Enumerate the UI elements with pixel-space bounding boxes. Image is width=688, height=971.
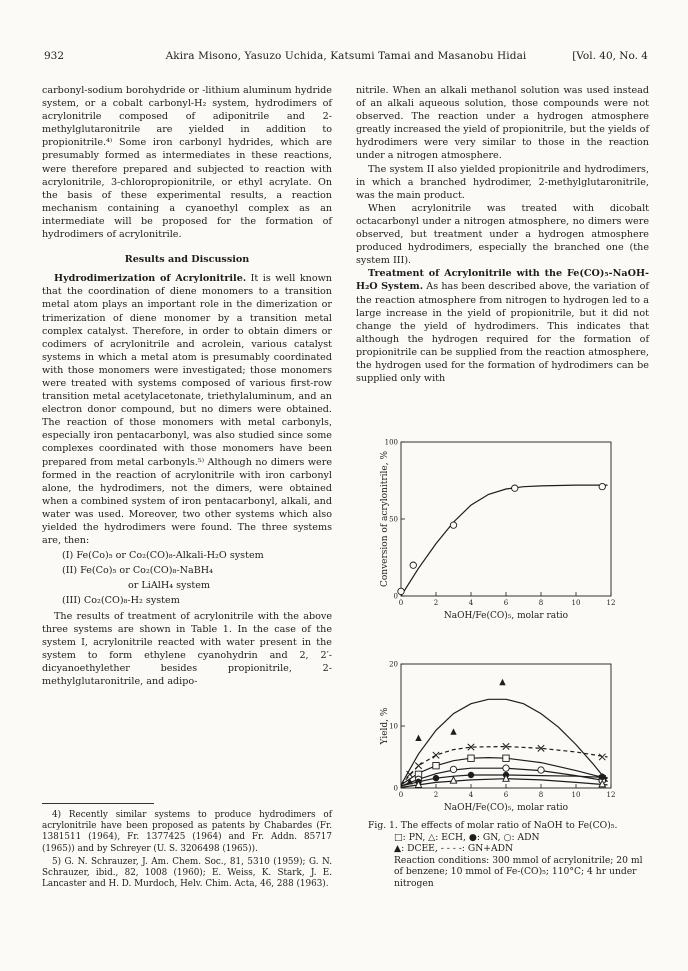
caption-legend: ▲: DCEE, - - - -: GN+ADN xyxy=(394,843,514,855)
data-point-circle-filled xyxy=(468,772,474,778)
data-point-triangle-open xyxy=(450,777,456,783)
x-tick-label: 4 xyxy=(468,599,474,607)
system-item-continuation: or LiAlH₄ system xyxy=(128,580,211,592)
x-tick-label: 12 xyxy=(606,599,616,607)
data-point-circle-open xyxy=(512,485,518,491)
caption-conditions: Reaction conditions: 300 mmol of acrylonitrile; 20 ml of benzene; 10 mmol of Fe-(CO)₅; 110°C; 4 hr under nitrogen xyxy=(394,854,643,889)
series-line xyxy=(401,699,608,785)
figure-caption xyxy=(368,820,650,890)
footnote: 5) G. N. Schrauzer, J. Am. Chem. Soc., 81, 5310 (1959); G. N. Schrauzer, ibid., 82, 1008 (1960); E. Weiss, K. Stark, J. E. Lancaster and H. D. Murdoch, Helv. Chim. Acta, 46, 288 (1963). xyxy=(42,856,332,890)
footnote: 4) Recently similar systems to produce hydrodimers of acrylonitrile have been proposed as patents by Chabardes (Fr. 1381511 (1964), Fr. 1377425 (1964) and Fr. Addn. 85717 (1965)) and by Schreyer (U. S. 3206498 (1965)). xyxy=(42,810,332,854)
section-title: Results and Discussion xyxy=(124,254,250,266)
x-tick-label: 0 xyxy=(398,791,404,799)
x-tick-label: 6 xyxy=(503,791,509,799)
y-tick-label: 0 xyxy=(393,592,398,601)
conversion-chart xyxy=(355,436,655,636)
y-tick-label: 0 xyxy=(393,784,398,793)
system-item: (I) Fe(Co)₅ or Co₂(CO)₈-Alkali-H₂O system xyxy=(62,550,264,562)
volume-label: [Vol. 40, No. 4 xyxy=(572,50,648,62)
footnotes xyxy=(42,810,332,892)
data-point-circle-open xyxy=(450,522,456,528)
running-header xyxy=(44,50,648,66)
yield-chart-svg xyxy=(355,658,655,818)
paragraph: The results of treatment of acrylonitrile with the above three systems are shown in Table 1. In the case of the system I, acrylonitrile reacted with water present in the system to form ethylene cyanohydrin and 2, 2′-dicyanoethylether besides propionitrile, 2-methylglutaronitrile, and adipo- xyxy=(42,610,332,688)
data-point-square xyxy=(433,762,439,768)
x-tick-label: 8 xyxy=(538,791,544,799)
paragraph-body: As has been described above, the variation of the reaction atmosphere from nitrogen to hydrogen led to a large increase in the yield of propionitrile, but it did not change the yield of hydrodimers. This indicates that although the hydrogen required for the formation of propionitrile can be supplied from the reaction atmosphere, the hydrogen used for the formation of hydrodimers can be supplied only with xyxy=(356,281,649,385)
run-in-heading: Hydrodimerization of Acrylonitrile. xyxy=(54,273,247,285)
x-tick-label: 2 xyxy=(433,791,439,799)
data-point-triangle-filled xyxy=(499,679,505,685)
y-tick-label: 10 xyxy=(389,722,398,731)
x-tick-label: 12 xyxy=(606,791,616,799)
data-point-circle-open xyxy=(538,767,544,773)
conversion-curve xyxy=(401,485,608,596)
plot-frame xyxy=(401,442,611,596)
paragraph: carbonyl-sodium borohydride or -lithium aluminum hydride system, or a cobalt carbonyl-H₂ system, hydrodimers of acrylonitrile composed of adiponitrile and 2-methylglutaronitrile are yielded in addition to propionitrile.⁴⁾ Some iron carbonyl hydrides, which are presumably formed as intermediates in these reactions, were therefore prepared and subjected to reaction with acrylonitrile, 3-chloropropionitrile, or ethyl acrylate. On the basis of these experimental results, a reaction mechanism containing a cyanoethyl complex as an intermediate will be proposed for the formation of hydrodimers of acrylonitrile. xyxy=(42,85,332,241)
paragraph: The system II also yielded propionitrile and hydrodimers, in which a branched hydrodimer, 2-methylglutaronitrile, was the main product. xyxy=(356,163,649,201)
x-tick-label: 2 xyxy=(433,599,439,607)
y-tick-label: 100 xyxy=(384,438,398,447)
conversion-chart-svg xyxy=(355,436,655,636)
data-point-circle-open xyxy=(410,562,416,568)
page-number: 932 xyxy=(44,50,65,62)
data-point-square xyxy=(468,755,474,761)
caption-legend: □: PN, △: ECH, ●: GN, ○: ADN xyxy=(394,831,540,843)
x-tick-label: 6 xyxy=(503,599,509,607)
data-point-circle-open xyxy=(450,766,456,772)
data-point-circle-filled xyxy=(599,774,605,780)
y-axis-label: Conversion of acrylonitrile, % xyxy=(380,450,390,588)
x-tick-label: 4 xyxy=(468,791,474,799)
x-tick-label: 8 xyxy=(538,599,544,607)
data-point-circle-filled xyxy=(433,775,439,781)
y-tick-label: 20 xyxy=(389,660,398,669)
data-point-circle-open xyxy=(398,588,404,594)
y-tick-label: 50 xyxy=(389,515,398,524)
y-axis-label: Yield, % xyxy=(380,707,390,745)
yield-chart xyxy=(355,658,655,818)
paragraph: When acrylonitrile was treated with dicobalt octacarbonyl under a nitrogen atmosphere, no dimers were observed, but treatment under a hydrogen atmosphere produced hydrodimers, especially the branched one (the system III). xyxy=(356,202,649,267)
data-point-circle-open xyxy=(599,483,605,489)
x-tick-label: 0 xyxy=(398,599,404,607)
x-tick-label: 10 xyxy=(571,791,581,799)
paragraph xyxy=(42,272,332,547)
run-in-heading: Treatment of Acrylonitrile with the Fe(CO)₅-NaOH-H₂O System. xyxy=(356,268,649,293)
footnote-rule xyxy=(42,803,154,804)
system-item: (II) Fe(Co)₅ or Co₂(CO)₈-NaBH₄ xyxy=(62,565,213,577)
data-point-triangle-filled xyxy=(450,728,456,734)
x-axis-label: NaOH/Fe(CO)₅, molar ratio xyxy=(443,803,569,813)
x-tick-label: 10 xyxy=(571,599,581,607)
paragraph-body: It is well known that the coordination of diene monomers to a transition metal atom plays an important role in the dimerization or trimerization of diene monomer by a transition metal complex catalyst. Therefore, in order to obtain dimers or codimers of acrylonitrile and acrolein, various catalyst systems in which a metal atom is presumably coordinated with those monomers were investigated; those monomers were treated with systems composed of various first-row transition metal acetylacetonate, triethylaluminum, and an electron donor compound, but no dimers were obtained. The reaction of those monomers with metal carbonyls, especially iron pentacarbonyl, was also studied since some complexes coordinated with those monomers have been prepared from metal carbonyls.⁵⁾ Although no dimers were formed in the reaction of acrylonitrile with iron carbonyl alone, the hydrodimers, not the dimers, were obtained when a combined system of iron pentacarbonyl, alkali, and water was used. Moreover, two other systems which also yielded the hydrodimers were found. The three systems are, then: xyxy=(42,273,332,547)
data-point-triangle-filled xyxy=(415,735,421,741)
caption-title: Fig. 1. The effects of molar ratio of NaOH to Fe(CO)₅. xyxy=(368,820,618,831)
authors-line: Akira Misono, Yasuzo Uchida, Katsumi Tamai and Masanobu Hidai xyxy=(165,50,527,62)
paragraph xyxy=(356,267,649,385)
paragraph: nitrile. When an alkali methanol solution was used instead of an alkali aqueous solution, those compounds were not observed. The reaction under a hydrogen atmosphere greatly increased the yield of propionitrile, but the yields of hydrodimers were very similar to those in the reaction under a nitrogen atmosphere. xyxy=(356,85,649,162)
data-point-circle-open xyxy=(503,765,509,771)
data-point-square xyxy=(503,755,509,761)
system-item: (III) Co₂(CO)₈-H₂ system xyxy=(62,595,180,607)
x-axis-label: NaOH/Fe(CO)₅, molar ratio xyxy=(443,611,569,621)
right-column xyxy=(356,84,649,385)
left-column xyxy=(42,84,332,688)
